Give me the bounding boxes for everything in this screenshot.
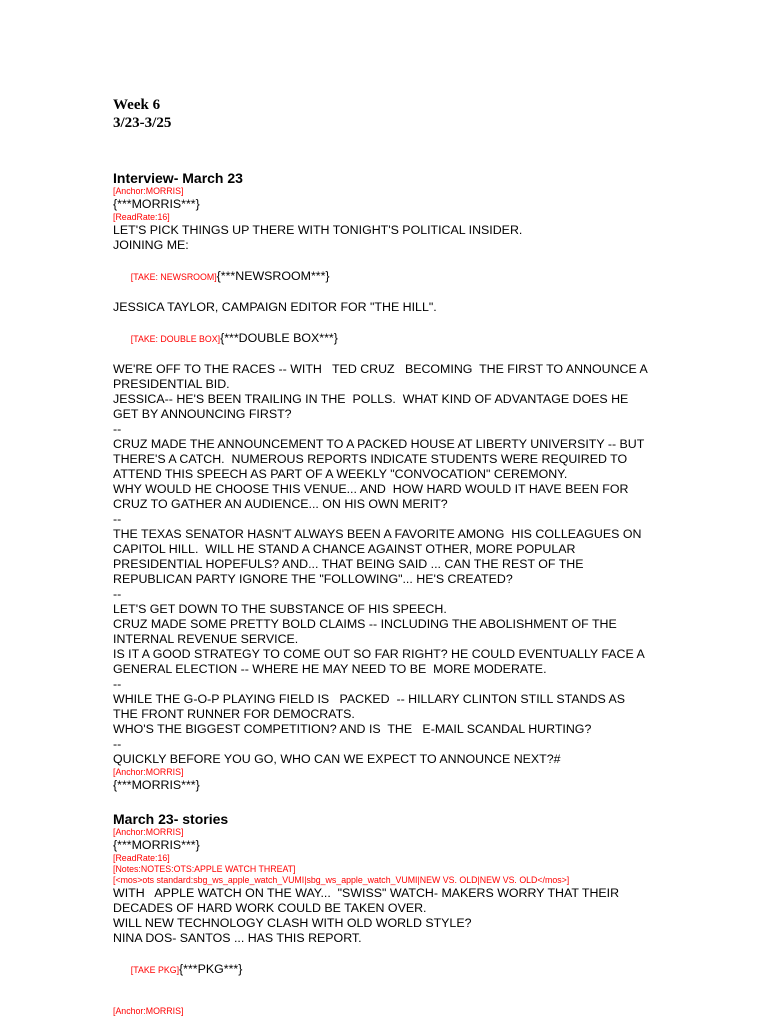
script-line: NINA DOS- SANTOS ... HAS THIS REPORT. [113,931,362,945]
story-body [113,886,753,946]
script-line: WHILE THE G-O-P PLAYING FIELD IS PACKED -- HILLARY CLINTON STILL STANDS AS [113,692,626,706]
script-line: CAPITOL HILL. WILL HE STAND A CHANCE AGAINST OTHER, MORE POPULAR [113,542,576,556]
anchor-tag: [Anchor:MORRIS] [113,827,184,837]
script-line: LET'S PICK THINGS UP THERE WITH TONIGHT'S POLITICAL INSIDER. [113,223,523,237]
end-anchor-cue: {***MORRIS***} [113,778,200,792]
take-pkg-tag: [TAKE PKG] [130,965,180,975]
script-line: ATTEND THIS SPEECH AS PART OF A WEEKLY "CONVOCATION" CEREMONY. [113,467,568,481]
week-date-range: 3/23-3/25 [113,115,172,131]
script-line: THERE'S A CATCH. NUMEROUS REPORTS INDICATE STUDENTS WERE REQUIRED TO [113,452,628,466]
script-line: WE'RE OFF TO THE RACES -- WITH TED CRUZ BECOMING THE FIRST TO ANNOUNCE A [113,362,648,376]
notes-tag: [Notes:NOTES:OTS:APPLE WATCH THREAT] [113,864,296,874]
anchor-cue: {***MORRIS***} [113,197,200,211]
script-line: INTERNAL REVENUE SERVICE. [113,632,299,646]
script-line: -- [113,422,122,436]
take-double-box-cue: {***DOUBLE BOX***} [220,331,338,345]
script-line: PRESIDENTIAL BID. [113,377,230,391]
mos-tag: [<mos>ots standard:sbg_ws_apple_watch_VUMI|sbg_ws_apple_watch_VUMI|NEW VS. OLD|NEW VS. OLD</mos>] [113,875,570,885]
script-line: DECADES OF HARD WORK COULD BE TAKEN OVER. [113,901,427,915]
script-line: JOINING ME: [113,238,189,252]
anchor-tag: [Anchor:MORRIS] [113,186,184,196]
end-anchor-tag: [Anchor:MORRIS] [113,767,184,777]
script-line: WHO'S THE BIGGEST COMPETITION? AND IS THE E-MAIL SCANDAL HURTING? [113,722,592,736]
take-double-box-tag: [TAKE: DOUBLE BOX] [130,334,221,344]
script-line: PRESIDENTIAL HOPEFULS? AND... THAT BEING SAID ... CAN THE REST OF THE [113,557,584,571]
section-heading-interview: Interview- March 23 [113,170,243,186]
script-line: GET BY ANNOUNCING FIRST? [113,407,292,421]
take-double-box-line [113,315,753,362]
take-newsroom-tag: [TAKE: NEWSROOM] [130,272,217,282]
script-line: THE FRONT RUNNER FOR DEMOCRATS. [113,707,355,721]
script-line: IS IT A GOOD STRATEGY TO COME OUT SO FAR RIGHT? HE COULD EVENTUALLY FACE A [113,647,645,661]
script-line: LET'S GET DOWN TO THE SUBSTANCE OF HIS SPEECH. [113,602,447,616]
take-newsroom-line [113,253,753,300]
section-heading-stories: March 23- stories [113,811,229,827]
script-line: -- [113,737,122,751]
take-newsroom-cue: {***NEWSROOM***} [216,269,330,283]
script-line: WILL NEW TECHNOLOGY CLASH WITH OLD WORLD STYLE? [113,916,472,930]
script-line: CRUZ MADE THE ANNOUNCEMENT TO A PACKED HOUSE AT LIBERTY UNIVERSITY -- BUT [113,437,645,451]
anchor-cue: {***MORRIS***} [113,838,200,852]
script-document [113,96,753,1017]
script-line: -- [113,587,122,601]
script-line: QUICKLY BEFORE YOU GO, WHO CAN WE EXPECT TO ANNOUNCE NEXT?# [113,752,561,766]
script-line: CRUZ TO GATHER AN AUDIENCE... ON HIS OWN MERIT? [113,497,448,511]
script-line: JESSICA-- HE'S BEEN TRAILING IN THE POLLS. WHAT KIND OF ADVANTAGE DOES HE [113,392,629,406]
script-line: WHY WOULD HE CHOOSE THIS VENUE... AND HOW HARD WOULD IT HAVE BEEN FOR [113,482,629,496]
script-body [113,362,753,767]
take-pkg-line [113,946,753,993]
script-line: JESSICA TAYLOR, CAMPAIGN EDITOR FOR "THE HILL". [113,300,437,314]
script-line: -- [113,677,122,691]
script-line: WITH APPLE WATCH ON THE WAY... "SWISS" WATCH- MAKERS WORRY THAT THEIR [113,886,620,900]
script-line: REPUBLICAN PARTY IGNORE THE "FOLLOWING"... HE'S CREATED? [113,572,513,586]
script-line: GENERAL ELECTION -- WHERE HE MAY NEED TO BE MORE MODERATE. [113,662,547,676]
script-line: CRUZ MADE SOME PRETTY BOLD CLAIMS -- INCLUDING THE ABOLISHMENT OF THE [113,617,617,631]
readrate-tag: [ReadRate:16] [113,212,170,222]
final-anchor-tag: [Anchor:MORRIS] [113,1006,184,1016]
readrate-tag: [ReadRate:16] [113,853,170,863]
week-title: Week 6 [113,97,161,113]
script-line: -- [113,512,122,526]
script-line: THE TEXAS SENATOR HASN'T ALWAYS BEEN A FAVORITE AMONG HIS COLLEAGUES ON [113,527,642,541]
take-pkg-cue: {***PKG***} [179,962,243,976]
